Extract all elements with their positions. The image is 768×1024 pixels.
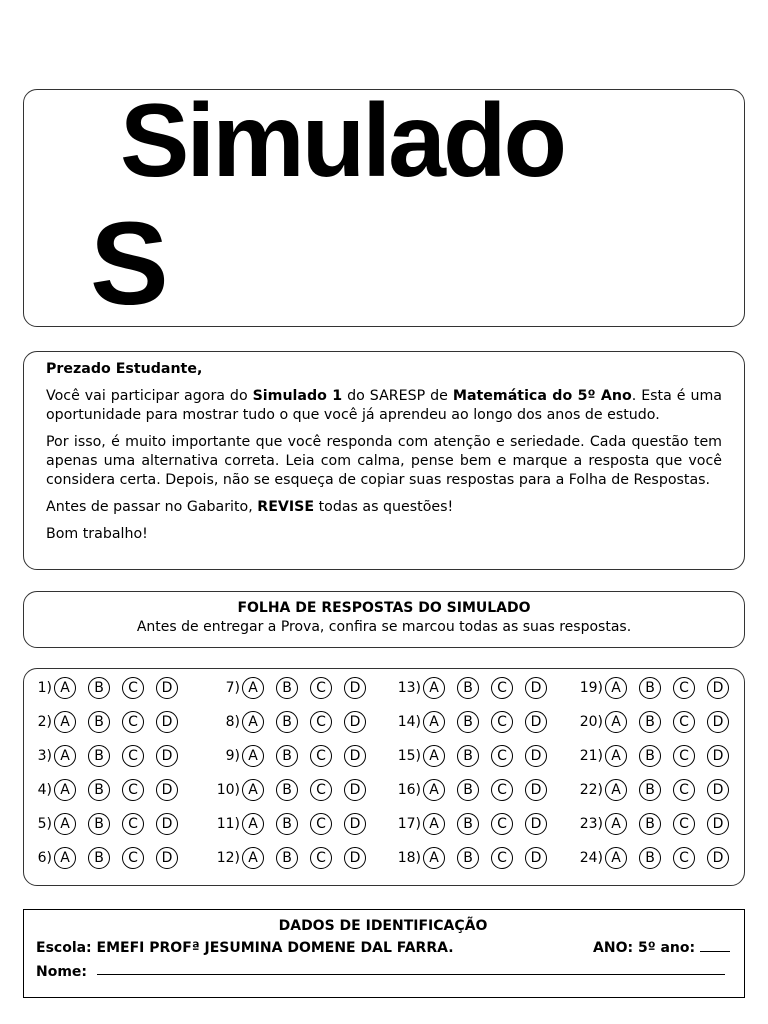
question-row bbox=[566, 846, 741, 870]
answer-bubble-c[interactable]: C bbox=[310, 711, 332, 733]
year-label: ANO: bbox=[593, 940, 634, 956]
question-row bbox=[384, 710, 559, 734]
answer-bubble-a[interactable]: A bbox=[242, 847, 264, 869]
answer-bubble-c[interactable]: C bbox=[122, 813, 144, 835]
question-number: 11) bbox=[216, 816, 240, 832]
question-number: 20) bbox=[579, 714, 603, 730]
question-number: 1) bbox=[37, 680, 52, 696]
question-number: 9) bbox=[225, 748, 240, 764]
answer-bubble-b[interactable]: B bbox=[88, 711, 110, 733]
question-number: 24) bbox=[579, 850, 603, 866]
answer-bubble-b[interactable]: B bbox=[639, 813, 661, 835]
question-row bbox=[32, 744, 190, 768]
answer-bubble-d[interactable]: D bbox=[156, 711, 178, 733]
answer-bubble-a[interactable]: A bbox=[54, 677, 76, 699]
question-number: 12) bbox=[216, 850, 240, 866]
answer-bubble-b[interactable]: B bbox=[639, 677, 661, 699]
answer-bubble-a[interactable]: A bbox=[605, 677, 627, 699]
question-number: 5) bbox=[37, 816, 52, 832]
answer-bubble-b[interactable]: B bbox=[457, 779, 479, 801]
answer-bubble-c[interactable]: C bbox=[673, 711, 695, 733]
answer-bubble-a[interactable]: A bbox=[423, 779, 445, 801]
name-row bbox=[36, 960, 730, 984]
answer-bubble-c[interactable]: C bbox=[122, 711, 144, 733]
answer-bubble-a[interactable]: A bbox=[423, 711, 445, 733]
answer-bubble-a[interactable]: A bbox=[54, 711, 76, 733]
answer-bubble-b[interactable]: B bbox=[457, 745, 479, 767]
answer-bubble-b[interactable]: B bbox=[639, 745, 661, 767]
school-row bbox=[36, 936, 730, 960]
answer-bubble-b[interactable]: B bbox=[276, 711, 298, 733]
answer-bubble-b[interactable]: B bbox=[88, 677, 110, 699]
question-row bbox=[203, 778, 378, 802]
question-row bbox=[203, 676, 378, 700]
answer-bubble-b[interactable]: B bbox=[457, 847, 479, 869]
question-row bbox=[32, 778, 190, 802]
answer-bubble-c[interactable]: C bbox=[673, 677, 695, 699]
answer-bubble-c[interactable]: C bbox=[491, 677, 513, 699]
identification-title: DADOS DE IDENTIFICAÇÃO bbox=[278, 918, 488, 934]
question-row bbox=[32, 812, 190, 836]
question-number: 6) bbox=[37, 850, 52, 866]
answer-bubble-d[interactable]: D bbox=[525, 779, 547, 801]
answer-bubble-a[interactable]: A bbox=[423, 847, 445, 869]
answer-bubble-c[interactable]: C bbox=[122, 779, 144, 801]
answer-bubble-a[interactable]: A bbox=[242, 813, 264, 835]
question-number: 21) bbox=[579, 748, 603, 764]
answer-bubble-a[interactable]: A bbox=[423, 813, 445, 835]
answer-grid bbox=[23, 668, 745, 886]
year-value: 5º ano: bbox=[637, 940, 696, 956]
answer-bubble-b[interactable]: B bbox=[639, 779, 661, 801]
answer-bubble-b[interactable]: B bbox=[276, 745, 298, 767]
revise-emphasis: REVISE bbox=[257, 499, 315, 515]
answer-bubble-c[interactable]: C bbox=[310, 847, 332, 869]
simulado-name: Simulado 1 bbox=[252, 388, 343, 404]
answer-bubble-d[interactable]: D bbox=[525, 677, 547, 699]
question-row bbox=[203, 744, 378, 768]
question-row bbox=[32, 676, 190, 700]
answer-bubble-d[interactable]: D bbox=[344, 847, 366, 869]
letter-text: do SARESP de bbox=[342, 388, 453, 404]
answer-bubble-b[interactable]: B bbox=[639, 711, 661, 733]
answer-bubble-a[interactable]: A bbox=[242, 779, 264, 801]
question-number: 13) bbox=[397, 680, 421, 696]
answer-bubble-d[interactable]: D bbox=[707, 847, 729, 869]
page-title: Simulado bbox=[120, 83, 565, 199]
answer-bubble-c[interactable]: C bbox=[673, 813, 695, 835]
answer-bubble-c[interactable]: C bbox=[310, 745, 332, 767]
answer-bubble-a[interactable]: A bbox=[242, 711, 264, 733]
answer-bubble-d[interactable]: D bbox=[156, 779, 178, 801]
letter-greeting: Prezado Estudante, bbox=[46, 361, 203, 377]
answer-bubble-d[interactable]: D bbox=[525, 745, 547, 767]
school-value: EMEFI PROFª JESUMINA DOMENE DAL FARRA. bbox=[96, 940, 454, 956]
answer-bubble-a[interactable]: A bbox=[54, 847, 76, 869]
letter-closing: Bom trabalho! bbox=[46, 526, 148, 542]
question-number: 2) bbox=[37, 714, 52, 730]
answer-bubble-a[interactable]: A bbox=[54, 779, 76, 801]
answer-bubble-c[interactable]: C bbox=[491, 813, 513, 835]
question-row bbox=[566, 744, 741, 768]
answer-bubble-c[interactable]: C bbox=[310, 813, 332, 835]
answer-bubble-d[interactable]: D bbox=[707, 813, 729, 835]
answer-bubble-b[interactable]: B bbox=[639, 847, 661, 869]
question-number: 4) bbox=[37, 782, 52, 798]
answer-bubble-c[interactable]: C bbox=[122, 677, 144, 699]
answer-bubble-d[interactable]: D bbox=[344, 745, 366, 767]
answer-bubble-d[interactable]: D bbox=[525, 847, 547, 869]
answer-bubble-a[interactable]: A bbox=[605, 813, 627, 835]
question-number: 22) bbox=[579, 782, 603, 798]
answer-bubble-d[interactable]: D bbox=[707, 677, 729, 699]
answer-bubble-c[interactable]: C bbox=[310, 677, 332, 699]
question-row bbox=[384, 846, 559, 870]
answer-bubble-b[interactable]: B bbox=[276, 779, 298, 801]
answer-bubble-c[interactable]: C bbox=[491, 745, 513, 767]
answer-bubble-b[interactable]: B bbox=[457, 813, 479, 835]
answer-bubble-a[interactable]: A bbox=[242, 677, 264, 699]
answer-bubble-d[interactable]: D bbox=[707, 711, 729, 733]
question-row bbox=[384, 812, 559, 836]
answer-bubble-d[interactable]: D bbox=[344, 711, 366, 733]
answer-bubble-a[interactable]: A bbox=[605, 745, 627, 767]
answer-bubble-c[interactable]: C bbox=[122, 847, 144, 869]
question-row bbox=[203, 812, 378, 836]
school-label: Escola: bbox=[36, 940, 92, 956]
answer-bubble-a[interactable]: A bbox=[605, 847, 627, 869]
question-number: 7) bbox=[225, 680, 240, 696]
answer-bubble-b[interactable]: B bbox=[457, 677, 479, 699]
answer-sheet-header bbox=[23, 591, 745, 648]
answer-bubble-d[interactable]: D bbox=[525, 711, 547, 733]
answer-sheet-title: FOLHA DE RESPOSTAS DO SIMULADO bbox=[237, 600, 531, 616]
answer-bubble-d[interactable]: D bbox=[156, 745, 178, 767]
answer-bubble-b[interactable]: B bbox=[457, 711, 479, 733]
question-row bbox=[384, 676, 559, 700]
answer-bubble-b[interactable]: B bbox=[276, 847, 298, 869]
instructions-letter bbox=[23, 351, 745, 570]
question-row bbox=[32, 846, 190, 870]
letter-text: Você vai participar agora do bbox=[46, 388, 253, 404]
answer-bubble-a[interactable]: A bbox=[423, 745, 445, 767]
year-blank-line[interactable] bbox=[700, 937, 730, 952]
answer-bubble-a[interactable]: A bbox=[54, 745, 76, 767]
answer-bubble-a[interactable]: A bbox=[242, 745, 264, 767]
question-number: 17) bbox=[397, 816, 421, 832]
answer-sheet-subtitle: Antes de entregar a Prova, confira se marcou todas as suas respostas. bbox=[136, 619, 632, 635]
answer-bubble-b[interactable]: B bbox=[88, 813, 110, 835]
answer-bubble-a[interactable]: A bbox=[605, 779, 627, 801]
question-number: 16) bbox=[397, 782, 421, 798]
answer-bubble-d[interactable]: D bbox=[156, 847, 178, 869]
question-row bbox=[566, 710, 741, 734]
answer-bubble-c[interactable]: C bbox=[310, 779, 332, 801]
name-blank-line[interactable] bbox=[97, 960, 725, 975]
question-number: 3) bbox=[37, 748, 52, 764]
answer-bubble-b[interactable]: B bbox=[276, 813, 298, 835]
question-number: 14) bbox=[397, 714, 421, 730]
answer-bubble-b[interactable]: B bbox=[88, 745, 110, 767]
answer-bubble-c[interactable]: C bbox=[673, 847, 695, 869]
title-box bbox=[23, 83, 745, 330]
question-row bbox=[566, 812, 741, 836]
answer-bubble-c[interactable]: C bbox=[673, 745, 695, 767]
letter-text: . Esta é uma oportunidade para mostrar tudo o que você já aprendeu ao longo dos anos de estudo. bbox=[46, 388, 722, 423]
answer-bubble-c[interactable]: C bbox=[491, 779, 513, 801]
answer-bubble-d[interactable]: D bbox=[344, 813, 366, 835]
answer-bubble-c[interactable]: C bbox=[491, 711, 513, 733]
page-title-letter: S bbox=[90, 198, 169, 330]
name-label: Nome: bbox=[36, 964, 88, 980]
question-number: 19) bbox=[579, 680, 603, 696]
answer-bubble-d[interactable]: D bbox=[344, 677, 366, 699]
answer-bubble-b[interactable]: B bbox=[88, 847, 110, 869]
question-number: 15) bbox=[397, 748, 421, 764]
question-number: 8) bbox=[225, 714, 240, 730]
question-row bbox=[566, 676, 741, 700]
question-row bbox=[32, 710, 190, 734]
identification-box bbox=[23, 909, 745, 998]
answer-bubble-d[interactable]: D bbox=[344, 779, 366, 801]
answer-bubble-d[interactable]: D bbox=[707, 745, 729, 767]
question-row bbox=[203, 846, 378, 870]
answer-bubble-c[interactable]: C bbox=[491, 847, 513, 869]
question-number: 10) bbox=[216, 782, 240, 798]
answer-bubble-c[interactable]: C bbox=[673, 779, 695, 801]
question-number: 18) bbox=[397, 850, 421, 866]
letter-text: todas as questões! bbox=[314, 499, 454, 515]
subject-name: Matemática do 5º Ano bbox=[452, 388, 632, 404]
question-number: 23) bbox=[579, 816, 603, 832]
question-row bbox=[203, 710, 378, 734]
answer-bubble-a[interactable]: A bbox=[605, 711, 627, 733]
answer-bubble-a[interactable]: A bbox=[423, 677, 445, 699]
letter-text: Antes de passar no Gabarito, bbox=[46, 499, 258, 515]
answer-bubble-a[interactable]: A bbox=[54, 813, 76, 835]
answer-bubble-c[interactable]: C bbox=[122, 745, 144, 767]
question-row bbox=[384, 744, 559, 768]
answer-bubble-b[interactable]: B bbox=[88, 779, 110, 801]
answer-bubble-d[interactable]: D bbox=[707, 779, 729, 801]
letter-paragraph-1 bbox=[46, 387, 722, 425]
answer-bubble-b[interactable]: B bbox=[276, 677, 298, 699]
answer-bubble-d[interactable]: D bbox=[156, 813, 178, 835]
answer-bubble-d[interactable]: D bbox=[525, 813, 547, 835]
letter-paragraph-2: Por isso, é muito importante que você responda com atenção e seriedade. Cada questão tem apenas uma alternativa correta. Leia com calma, pense bem e marque a resposta que você considera certa. Depois, não se esqueça de copiar suas respostas para a Folha de Respostas. bbox=[46, 434, 722, 488]
answer-bubble-d[interactable]: D bbox=[156, 677, 178, 699]
question-row bbox=[384, 778, 559, 802]
letter-paragraph-3 bbox=[46, 498, 722, 517]
question-row bbox=[566, 778, 741, 802]
